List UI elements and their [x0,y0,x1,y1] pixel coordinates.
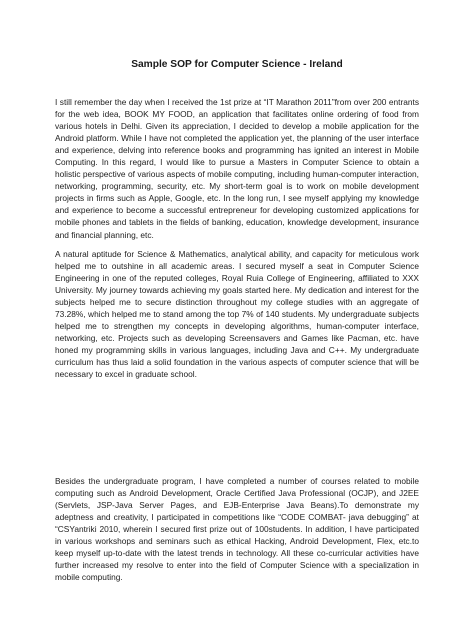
paragraph-academic-background: A natural aptitude for Science & Mathematics, analytical ability, and capacity for meticulous work helped me to outshine in all academic areas. I secured myself a seat in Computer Science Engineering in one of the reputed colleges, Royal Ruia College of Engineering, affiliated to XXX University. My journey towards achieving my goals started here. My dedication and interest for the subjects helped me to secure distinction throughout my college studies with an aggregate of 73.28%, which helped me to stand among the top 7% of 140 students. My undergraduate subjects helped me to strengthen my concepts in developing algorithms, human-computer interface, networking, etc. Projects such as developing Screensavers and Games like Pacman, etc. have honed my programming skills in various languages, including Java and C++. My undergraduate curriculum has thus laid a solid foundation in the various aspects of computer science that will be necessary to excel in graduate school. [55,249,419,380]
paragraph-career-goals: I still remember the day when I received the 1st prize at “IT Marathon 2011”from over 200 entrants for the web idea, BOOK MY FOOD, an application that facilitates online ordering of food from various hotels in Delhi. Given its appreciation, I decided to develop a mobile application for the Android platform. While I have not completed the application yet, the planning of the user interface and experience, delving into reference books and programming has ignited an interest in Mobile Computing. In this regard, I would like to pursue a Masters in Computer Science to obtain a holistic perspective of various aspects of mobile computing, including human-computer interaction, networking, programming, security, etc. My short-term goal is to work on mobile development projects in firms such as Apple, Google, etc. In the long run, I see myself applying my knowledge and experience to become a successful entrepreneur for developing customized applications for mobile phones and tablets in the fields of banking, education, knowledge development, insurance and financial planning, etc. [55,97,419,240]
document-title: Sample SOP for Computer Science - Ireland [131,59,343,70]
paragraph-extracurricular-courses: Besides the undergraduate program, I have completed a number of courses related to mobile computing such as Android Development, Oracle Certified Java Professional (OCJP), and J2EE (Servlets, JSP-Java Server Pages, and EJB-Enterprise Java Beans).To demonstrate my adeptness and creativity, I participated in competitions like “CODE COMBAT- java debugging” at “CSYantriki 2010, wherein I secured first prize out of 100students. In addition, I have participated in various workshops and seminars such as ethical Hacking, Android Development, Flex, etc.to keep myself up-to-date with the latest trends in technology. All these co-curricular activities have further increased my resolve to enter into the field of Computer Science with a specialization in mobile computing. [55,476,419,583]
